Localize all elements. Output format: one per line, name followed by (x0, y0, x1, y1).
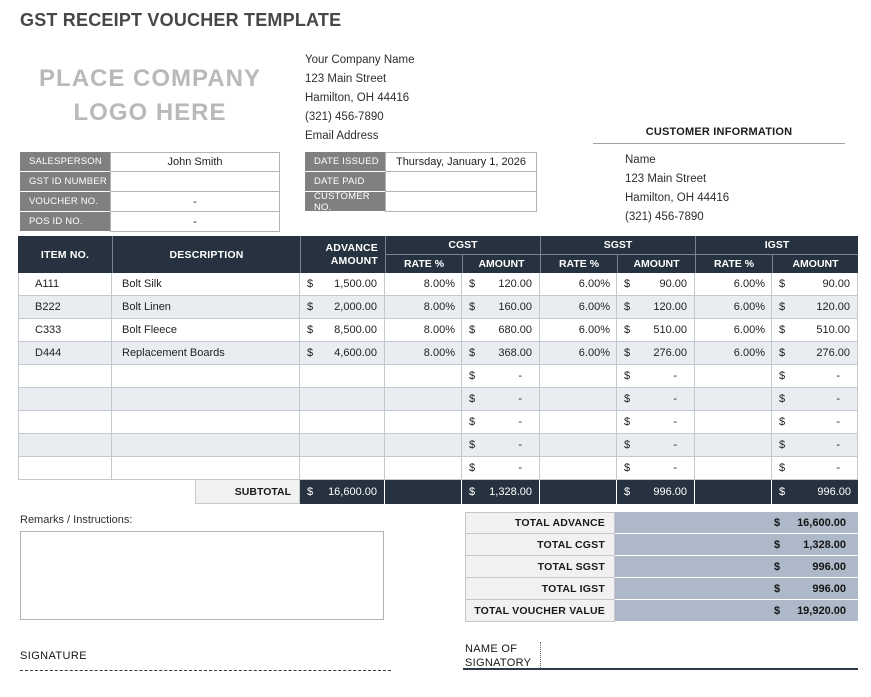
item-no-cell[interactable] (18, 457, 112, 480)
gst-id-label: GST ID NUMBER (20, 172, 110, 192)
cgst-amount-cell[interactable] (462, 273, 540, 296)
igst-rate-cell[interactable]: 6.00% (695, 319, 772, 342)
logo-placeholder-line2: LOGO HERE (73, 99, 227, 126)
igst-amount-cell[interactable] (772, 296, 858, 319)
currency-symbol: $ (307, 324, 314, 336)
total-igst-row (465, 578, 858, 600)
currency-symbol: $ (779, 324, 786, 336)
currency-symbol: $ (469, 439, 476, 451)
igst-amount-cell[interactable] (772, 365, 858, 388)
subtotal-cgst-value: 1,328.00 (489, 486, 532, 498)
igst-rate-cell[interactable] (695, 411, 772, 434)
pos-id-value[interactable]: - (110, 212, 280, 232)
signatory-line[interactable] (463, 668, 858, 670)
salesperson-label: SALESPERSON (20, 152, 110, 172)
total-sgst-amount: 996.00 (812, 560, 846, 573)
table-row (18, 411, 858, 434)
cgst-amount-value: 680.00 (498, 324, 532, 336)
table-row (18, 342, 858, 365)
currency-symbol: $ (774, 560, 781, 573)
subtotal-igst-rate-blank (695, 480, 772, 504)
company-address-line1[interactable]: 123 Main Street (305, 73, 387, 85)
total-voucher-value-row (465, 600, 858, 622)
header-group-igst (695, 236, 858, 273)
cgst-amount-value: - (518, 416, 522, 428)
description-cell[interactable]: Bolt Fleece (112, 319, 300, 342)
cgst-amount-value: - (518, 370, 522, 382)
currency-symbol: $ (307, 486, 314, 498)
item-no-cell[interactable]: B222 (18, 296, 112, 319)
total-cgst-label: TOTAL CGST (465, 534, 615, 556)
gst-id-value[interactable] (110, 172, 280, 192)
currency-symbol: $ (779, 462, 786, 474)
sgst-rate-cell[interactable] (540, 411, 617, 434)
sgst-amount-value: - (673, 416, 677, 428)
cgst-rate-cell[interactable]: 8.00% (385, 296, 462, 319)
sgst-amount-value: - (673, 393, 677, 405)
sgst-amount-cell[interactable] (617, 296, 695, 319)
subtotal-sgst-value: 996.00 (653, 486, 687, 498)
header-advance-amount (300, 236, 385, 273)
igst-amount-value: - (836, 439, 840, 451)
sgst-amount-value: - (673, 462, 677, 474)
igst-amount-cell[interactable] (772, 342, 858, 365)
date-issued-value[interactable]: Thursday, January 1, 2026 (385, 152, 537, 172)
item-no-cell[interactable] (18, 365, 112, 388)
totals-table (465, 512, 858, 622)
advance-cell[interactable] (300, 273, 385, 296)
total-sgst-value (615, 556, 858, 578)
subtotal-spacer (18, 480, 195, 504)
header-igst-rate: RATE % (696, 255, 773, 273)
signature-label: SIGNATURE (20, 650, 87, 662)
sgst-amount-value: 90.00 (659, 278, 687, 290)
item-no-cell[interactable]: D444 (18, 342, 112, 365)
total-cgst-value (615, 534, 858, 556)
currency-symbol: $ (774, 582, 781, 595)
cgst-amount-value: 368.00 (498, 347, 532, 359)
customer-info-block (625, 151, 729, 227)
igst-amount-cell[interactable] (772, 434, 858, 457)
igst-amount-cell[interactable] (772, 388, 858, 411)
header-sgst: SGST (541, 236, 695, 255)
advance-cell[interactable] (300, 296, 385, 319)
signatory-label-line1: NAME OF (465, 643, 518, 655)
description-cell[interactable] (112, 411, 300, 434)
cgst-rate-cell[interactable] (385, 457, 462, 480)
sgst-amount-value: 276.00 (653, 347, 687, 359)
total-igst-amount: 996.00 (812, 582, 846, 595)
currency-symbol: $ (469, 278, 476, 290)
remarks-input-box[interactable] (20, 531, 384, 620)
advance-cell[interactable] (300, 319, 385, 342)
cgst-amount-cell[interactable] (462, 319, 540, 342)
signatory-divider (540, 642, 541, 670)
cgst-amount-cell[interactable] (462, 457, 540, 480)
item-no-cell[interactable] (18, 388, 112, 411)
cgst-amount-value: 120.00 (498, 278, 532, 290)
date-paid-label: DATE PAID (305, 172, 385, 192)
currency-symbol: $ (624, 439, 631, 451)
subtotal-igst (772, 480, 858, 504)
table-row (18, 434, 858, 457)
currency-symbol: $ (469, 393, 476, 405)
description-cell[interactable] (112, 457, 300, 480)
sgst-rate-cell[interactable]: 6.00% (540, 342, 617, 365)
advance-value: 1,500.00 (334, 278, 377, 290)
igst-amount-cell[interactable] (772, 273, 858, 296)
cgst-rate-cell[interactable]: 8.00% (385, 342, 462, 365)
igst-amount-value: 510.00 (816, 324, 850, 336)
total-advance-label: TOTAL ADVANCE (465, 512, 615, 534)
header-item-no: ITEM NO. (40, 248, 90, 261)
table-row (18, 319, 858, 342)
currency-symbol: $ (774, 516, 781, 529)
igst-amount-value: 90.00 (822, 278, 850, 290)
voucher-no-label: VOUCHER NO. (20, 192, 110, 212)
igst-amount-value: 120.00 (816, 301, 850, 313)
total-cgst-row (465, 534, 858, 556)
customer-no-value[interactable] (385, 192, 537, 212)
date-paid-row (305, 172, 537, 192)
table-row (18, 457, 858, 480)
cgst-rate-cell[interactable]: 8.00% (385, 273, 462, 296)
cgst-amount-cell[interactable] (462, 365, 540, 388)
sgst-rate-cell[interactable] (540, 388, 617, 411)
currency-symbol: $ (469, 416, 476, 428)
sgst-rate-cell[interactable]: 6.00% (540, 273, 617, 296)
cgst-amount-value: - (518, 393, 522, 405)
description-cell[interactable] (112, 388, 300, 411)
total-igst-value (615, 578, 858, 600)
currency-symbol: $ (307, 347, 314, 359)
date-issued-label: DATE ISSUED (305, 152, 385, 172)
sgst-amount-value: - (673, 370, 677, 382)
header-advance-line2: AMOUNT (330, 254, 378, 267)
item-no-cell[interactable]: A111 (18, 273, 112, 296)
advance-cell[interactable] (300, 342, 385, 365)
sgst-amount-cell[interactable] (617, 457, 695, 480)
sgst-amount-cell[interactable] (617, 273, 695, 296)
cgst-rate-cell[interactable] (385, 388, 462, 411)
currency-symbol: $ (469, 347, 476, 359)
subtotal-row (18, 480, 858, 504)
currency-symbol: $ (624, 486, 631, 498)
total-igst-label: TOTAL IGST (465, 578, 615, 600)
subtotal-cgst (462, 480, 540, 504)
igst-amount-cell[interactable] (772, 457, 858, 480)
items-table-header (18, 236, 858, 273)
igst-rate-cell[interactable]: 6.00% (695, 273, 772, 296)
salesperson-value[interactable]: John Smith (110, 152, 280, 172)
header-cgst: CGST (386, 236, 540, 255)
currency-symbol: $ (624, 347, 631, 359)
currency-symbol: $ (624, 324, 631, 336)
customer-no-label: CUSTOMER NO. (305, 192, 385, 212)
igst-amount-value: 276.00 (816, 347, 850, 359)
currency-symbol: $ (624, 462, 631, 474)
company-name[interactable]: Your Company Name (305, 54, 415, 66)
description-cell[interactable]: Bolt Silk (112, 273, 300, 296)
cgst-amount-cell[interactable] (462, 434, 540, 457)
currency-symbol: $ (469, 301, 476, 313)
advance-cell[interactable] (300, 411, 385, 434)
currency-symbol: $ (779, 393, 786, 405)
currency-symbol: $ (307, 301, 314, 313)
subtotal-igst-value: 996.00 (817, 486, 851, 498)
sgst-amount-cell[interactable] (617, 342, 695, 365)
advance-cell[interactable] (300, 365, 385, 388)
signatory-label-line2: SIGNATORY (465, 657, 532, 669)
sgst-amount-value: 120.00 (653, 301, 687, 313)
subtotal-label: SUBTOTAL (195, 480, 300, 504)
total-voucher-value-label: TOTAL VOUCHER VALUE (465, 600, 615, 622)
sgst-amount-cell[interactable] (617, 319, 695, 342)
igst-rate-cell[interactable] (695, 388, 772, 411)
pos-id-row (20, 212, 280, 232)
sgst-rate-cell[interactable] (540, 434, 617, 457)
cgst-amount-cell[interactable] (462, 388, 540, 411)
currency-symbol: $ (779, 278, 786, 290)
currency-symbol: $ (774, 538, 781, 551)
company-phone[interactable]: (321) 456-7890 (305, 111, 384, 123)
header-sgst-amount: AMOUNT (633, 258, 680, 270)
table-row (18, 388, 858, 411)
igst-amount-value: - (836, 462, 840, 474)
header-igst: IGST (696, 236, 858, 255)
total-sgst-label: TOTAL SGST (465, 556, 615, 578)
table-row (18, 273, 858, 296)
header-group-sgst (540, 236, 695, 273)
total-advance-value (615, 512, 858, 534)
advance-cell[interactable] (300, 457, 385, 480)
sgst-amount-value: 510.00 (653, 324, 687, 336)
sgst-amount-cell[interactable] (617, 388, 695, 411)
advance-value: 2,000.00 (334, 301, 377, 313)
currency-symbol: $ (779, 416, 786, 428)
total-advance-row (465, 512, 858, 534)
total-voucher-value-value (615, 600, 858, 622)
header-cgst-amount: AMOUNT (478, 258, 525, 270)
currency-symbol: $ (779, 370, 786, 382)
igst-amount-value: - (836, 370, 840, 382)
description-cell[interactable] (112, 434, 300, 457)
table-row (18, 365, 858, 388)
currency-symbol: $ (624, 278, 631, 290)
cgst-amount-value: - (518, 462, 522, 474)
cgst-amount-cell[interactable] (462, 296, 540, 319)
cgst-amount-cell[interactable] (462, 411, 540, 434)
header-sgst-rate: RATE % (541, 255, 618, 273)
header-igst-amount: AMOUNT (792, 258, 839, 270)
currency-symbol: $ (307, 278, 314, 290)
customer-phone[interactable]: (321) 456-7890 (625, 211, 704, 223)
sgst-amount-cell[interactable] (617, 365, 695, 388)
remarks-label: Remarks / Instructions: (20, 514, 133, 526)
currency-symbol: $ (469, 486, 476, 498)
sgst-rate-cell[interactable] (540, 457, 617, 480)
header-cgst-rate: RATE % (386, 255, 463, 273)
currency-symbol: $ (774, 604, 781, 617)
subtotal-sgst (617, 480, 695, 504)
logo-placeholder[interactable] (28, 62, 272, 130)
sgst-rate-cell[interactable] (540, 365, 617, 388)
currency-symbol: $ (779, 486, 786, 498)
table-row (18, 296, 858, 319)
item-no-cell[interactable] (18, 434, 112, 457)
cgst-rate-cell[interactable]: 8.00% (385, 319, 462, 342)
igst-rate-cell[interactable]: 6.00% (695, 296, 772, 319)
description-cell[interactable]: Bolt Linen (112, 296, 300, 319)
currency-symbol: $ (624, 416, 631, 428)
currency-symbol: $ (779, 347, 786, 359)
description-cell[interactable]: Replacement Boards (112, 342, 300, 365)
sgst-amount-value: - (673, 439, 677, 451)
company-address-line2[interactable]: Hamilton, OH 44416 (305, 92, 410, 104)
total-sgst-row (465, 556, 858, 578)
sgst-rate-cell[interactable]: 6.00% (540, 319, 617, 342)
cgst-rate-cell[interactable] (385, 411, 462, 434)
advance-value: 8,500.00 (334, 324, 377, 336)
header-advance-line1: ADVANCE (325, 241, 378, 254)
cgst-amount-value: - (518, 439, 522, 451)
currency-symbol: $ (469, 324, 476, 336)
currency-symbol: $ (779, 439, 786, 451)
total-voucher-value-amount: 19,920.00 (797, 604, 846, 617)
item-no-cell[interactable] (18, 411, 112, 434)
igst-rate-cell[interactable] (695, 434, 772, 457)
customer-address-line2[interactable]: Hamilton, OH 44416 (625, 192, 730, 204)
signature-line[interactable] (20, 655, 391, 671)
item-no-cell[interactable]: C333 (18, 319, 112, 342)
subtotal-advance (300, 480, 385, 504)
description-cell[interactable] (112, 365, 300, 388)
items-table (18, 236, 858, 504)
currency-symbol: $ (469, 462, 476, 474)
gst-id-row (20, 172, 280, 192)
sgst-amount-cell[interactable] (617, 434, 695, 457)
sgst-rate-cell[interactable]: 6.00% (540, 296, 617, 319)
voucher-no-value[interactable]: - (110, 192, 280, 212)
customer-no-row (305, 192, 537, 212)
currency-symbol: $ (624, 301, 631, 313)
currency-symbol: $ (469, 370, 476, 382)
cgst-rate-cell[interactable] (385, 434, 462, 457)
cgst-amount-value: 160.00 (498, 301, 532, 313)
igst-amount-value: - (836, 393, 840, 405)
date-table (305, 152, 537, 212)
pos-id-label: POS ID NO. (20, 212, 110, 232)
igst-amount-cell[interactable] (772, 319, 858, 342)
subtotal-cgst-rate-blank (385, 480, 462, 504)
page-title: GST RECEIPT VOUCHER TEMPLATE (20, 10, 342, 30)
total-cgst-amount: 1,328.00 (803, 538, 846, 551)
name-of-signatory-label (465, 642, 531, 670)
header-description: DESCRIPTION (112, 236, 300, 273)
advance-cell[interactable] (300, 388, 385, 411)
advance-cell[interactable] (300, 434, 385, 457)
currency-symbol: $ (779, 301, 786, 313)
voucher-no-row (20, 192, 280, 212)
igst-rate-cell[interactable]: 6.00% (695, 342, 772, 365)
total-advance-amount: 16,600.00 (797, 516, 846, 529)
currency-symbol: $ (624, 393, 631, 405)
igst-amount-cell[interactable] (772, 411, 858, 434)
header-group-cgst (385, 236, 540, 273)
subtotal-advance-value: 16,600.00 (328, 486, 377, 498)
logo-placeholder-line1: PLACE COMPANY (39, 65, 261, 92)
date-paid-value[interactable] (385, 172, 537, 192)
sgst-amount-cell[interactable] (617, 411, 695, 434)
customer-address-line1[interactable]: 123 Main Street (625, 173, 707, 185)
customer-name[interactable]: Name (625, 154, 656, 166)
salesperson-row (20, 152, 280, 172)
cgst-amount-cell[interactable] (462, 342, 540, 365)
company-email[interactable]: Email Address (305, 130, 379, 142)
advance-value: 4,600.00 (334, 347, 377, 359)
cgst-rate-cell[interactable] (385, 365, 462, 388)
subtotal-sgst-rate-blank (540, 480, 617, 504)
date-issued-row (305, 152, 537, 172)
salesperson-table (20, 152, 280, 232)
igst-amount-value: - (836, 416, 840, 428)
igst-rate-cell[interactable] (695, 457, 772, 480)
currency-symbol: $ (624, 370, 631, 382)
igst-rate-cell[interactable] (695, 365, 772, 388)
customer-information-header: CUSTOMER INFORMATION (593, 126, 845, 144)
company-info-block (305, 51, 415, 146)
